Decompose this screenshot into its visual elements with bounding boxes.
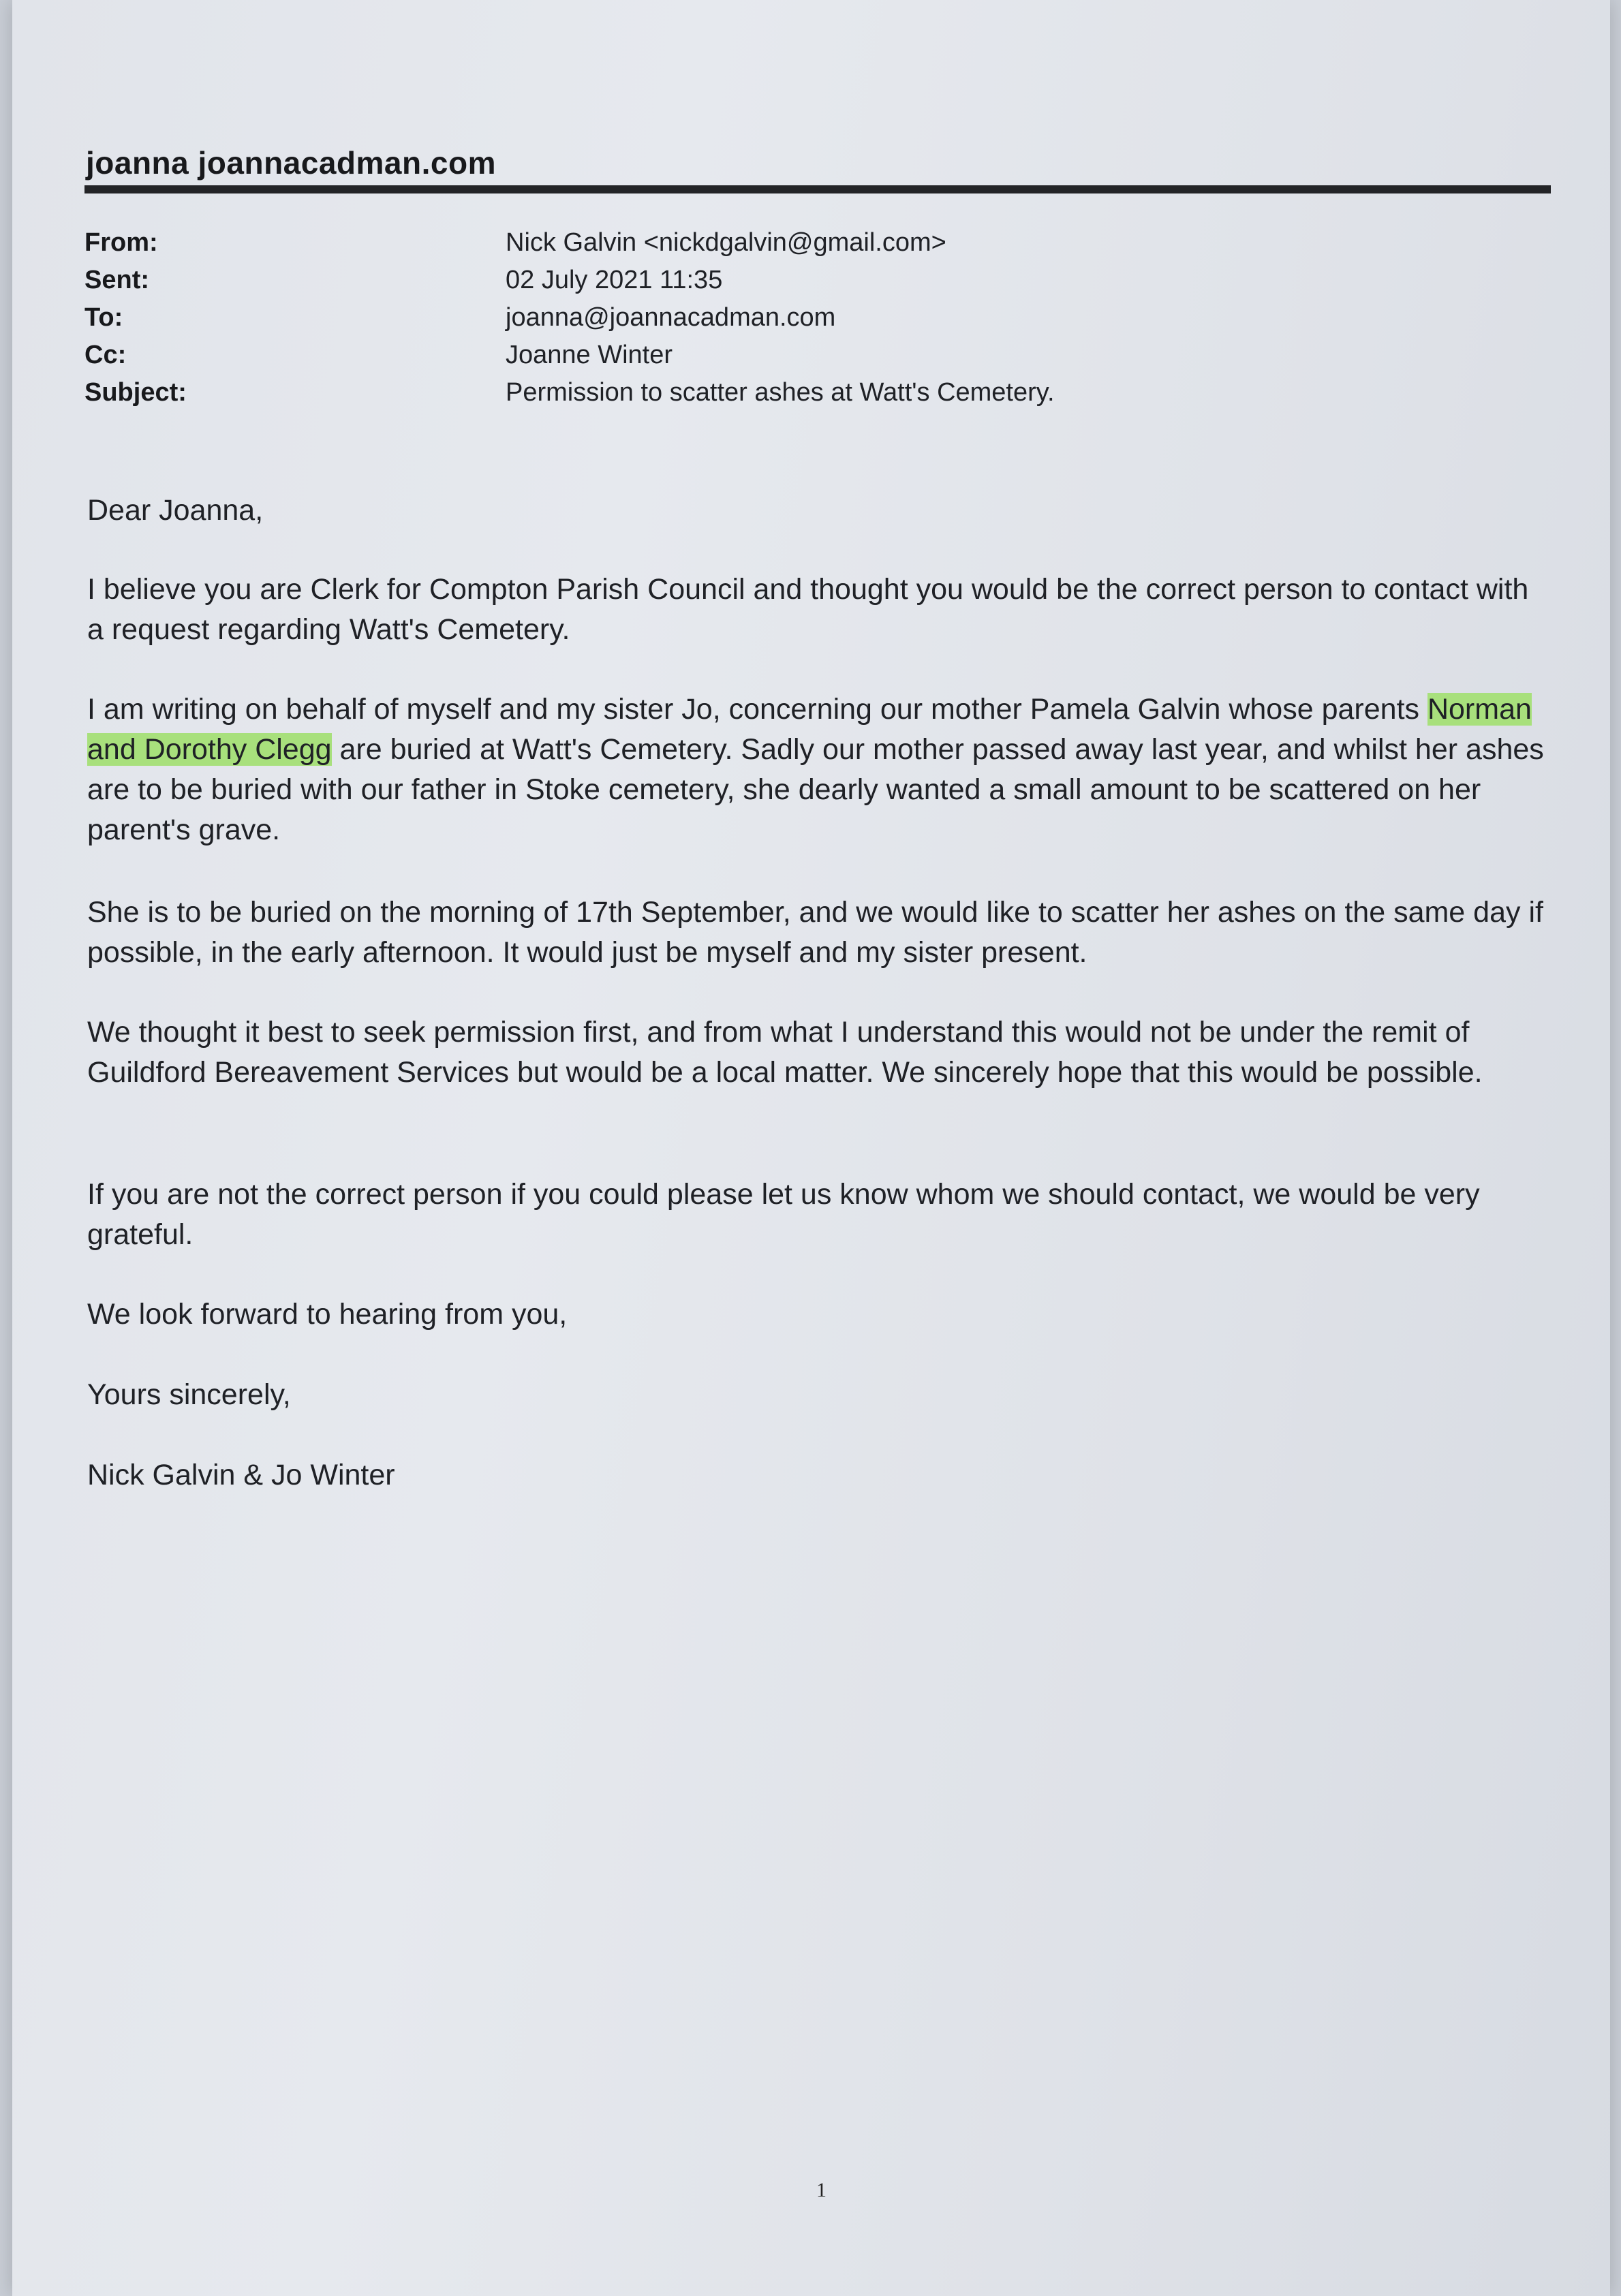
to-value: joanna@joannacadman.com [506,303,836,332]
paragraph-3: She is to be buried on the morning of 17th September, and we would like to scatter her ashes on the same day if possible, in the early afternoon. It would just be myself and my sister present. [87,896,1543,969]
title-divider [84,185,1551,193]
from-value: Nick Galvin <nickdgalvin@gmail.com> [506,228,946,257]
to-label: To: [84,303,123,332]
subject-label: Subject: [84,378,187,407]
closing: Yours sincerely, [87,1378,291,1411]
greeting: Dear Joanna, [87,494,264,527]
printed-email-page [12,0,1610,2296]
from-label: From: [84,228,158,257]
signature: Nick Galvin & Jo Winter [87,1459,395,1491]
paragraph-5: If you are not the correct person if you could please let us know whom we should contact, we would be very grateful. [87,1178,1480,1251]
sent-value: 02 July 2021 11:35 [506,266,723,294]
paragraph-6: We look forward to hearing from you, [87,1298,568,1331]
paragraph-1: I believe you are Clerk for Compton Parish Council and thought you would be the correct person to contact with a request regarding Watt's Cemetery. [87,573,1529,646]
page-number: 1 [816,2179,827,2201]
paragraph-2-end: are buried at Watt's Cemetery. Sadly our mother passed away last year, and whilst her ashes are to be buried with our father in Stoke cemetery, she dearly wanted a small amount to be scattered on her parent's grave. [87,733,1544,846]
sent-label: Sent: [84,266,149,294]
subject-value: Permission to scatter ashes at Watt's Cemetery. [506,378,1055,407]
highlighted-names: Norman and Dorothy Clegg [87,693,1532,766]
cc-value: Joanne Winter [506,341,673,369]
cc-label: Cc: [84,341,127,369]
paragraph-2-start: I am writing on behalf of myself and my sister Jo, concerning our mother Pamela Galvin whose parents [87,693,1427,726]
mailbox-title: joanna joannacadman.com [86,145,496,181]
paragraph-2 [87,689,1552,850]
paragraph-4: We thought it best to seek permission first, and from what I understand this would not be under the remit of Guildford Bereavement Services but would be a local matter. We sincerely hope that this would be possible. [87,1016,1483,1089]
